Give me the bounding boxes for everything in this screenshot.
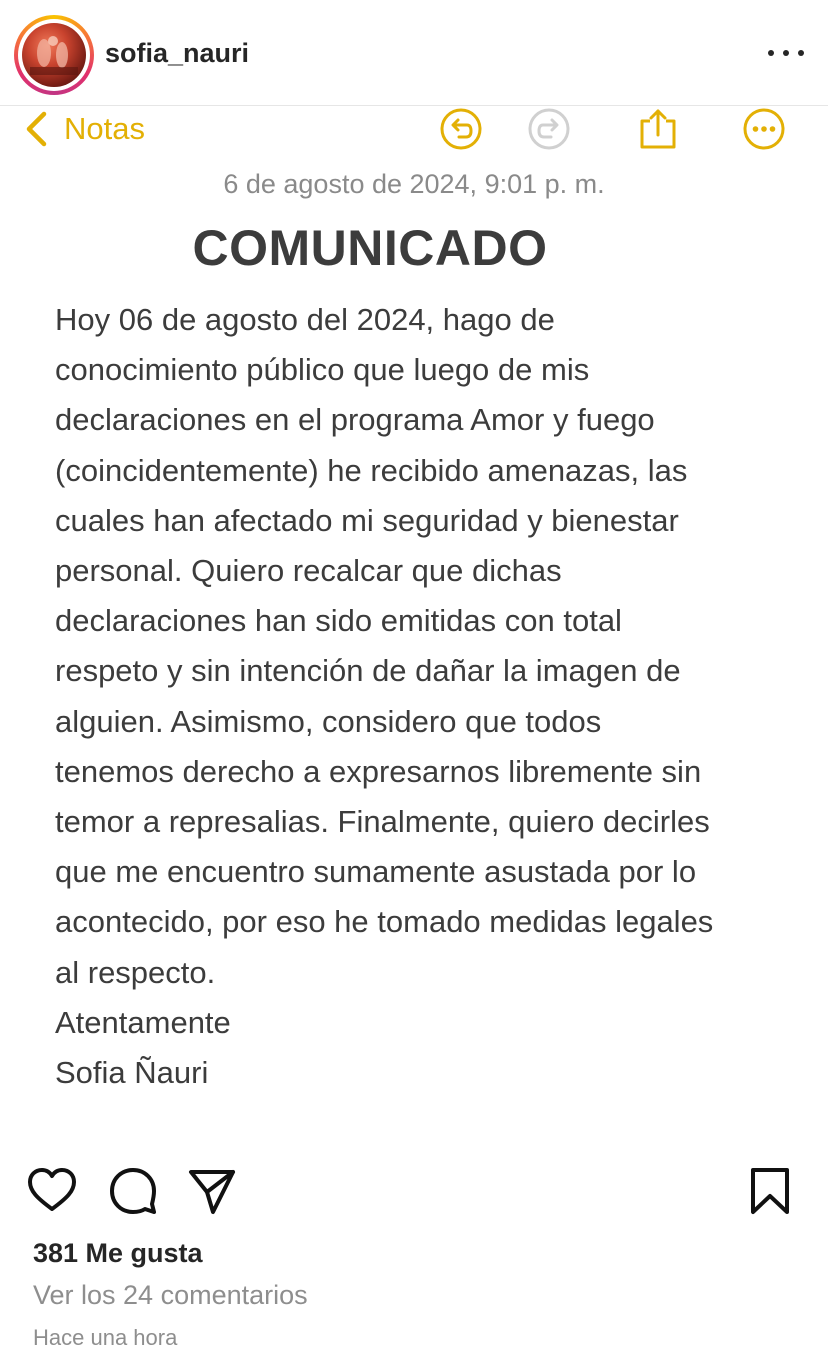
- note-line: cuales han afectado mi seguridad y bienestar: [55, 502, 679, 538]
- note-body: [55, 295, 815, 1098]
- bookmark-icon[interactable]: [745, 1166, 795, 1216]
- likes-count[interactable]: 381 Me gusta: [33, 1238, 203, 1268]
- view-comments-link[interactable]: Ver los 24 comentarios: [33, 1280, 308, 1310]
- more-options-button[interactable]: [766, 40, 806, 66]
- more-dot-icon: [783, 50, 789, 56]
- notes-back-label: Notas: [64, 111, 145, 146]
- note-line: respeto y sin intención de dañar la imagen de: [55, 653, 681, 689]
- note-line: conocimiento público que luego de mis: [55, 352, 590, 388]
- username[interactable]: sofia_nauri: [105, 38, 250, 68]
- note-line: Hoy 06 de agosto del 2024, hago de: [55, 302, 555, 337]
- more-circle-icon[interactable]: [742, 107, 786, 151]
- note-signoff: Atentamente: [55, 1004, 231, 1040]
- note-line: tenemos derecho a expresarnos libremente sin: [55, 753, 702, 789]
- avatar-image: [22, 23, 86, 87]
- note-signature: Sofia Ñauri: [55, 1055, 209, 1091]
- more-dot-icon: [798, 50, 804, 56]
- note-line: personal. Quiero recalcar que dichas: [55, 553, 562, 589]
- note-line: declaraciones han sido emitidas con total: [55, 603, 622, 639]
- undo-icon[interactable]: [439, 107, 483, 151]
- note-date: 6 de agosto de 2024, 9:01 p. m.: [223, 169, 605, 199]
- comment-icon[interactable]: [108, 1166, 158, 1216]
- note-line: al respecto.: [55, 954, 216, 990]
- more-dot-icon: [768, 50, 774, 56]
- share-send-icon[interactable]: [187, 1166, 237, 1216]
- chevron-left-icon: [22, 109, 50, 149]
- note-line: (coincidentemente) he recibido amenazas, las: [55, 452, 688, 488]
- redo-icon[interactable]: [527, 107, 571, 151]
- note-line: declaraciones en el programa Amor y fuego: [55, 402, 655, 438]
- note-line: temor a represalias. Finalmente, quiero decirles: [55, 804, 710, 840]
- avatar-border: [18, 19, 90, 91]
- notes-back-button[interactable]: [22, 109, 145, 149]
- note-line: acontecido, por eso he tomado medidas legales: [55, 904, 714, 940]
- post-timestamp: Hace una hora: [33, 1325, 178, 1350]
- post-header: [0, 0, 828, 106]
- note-line: que me encuentro sumamente asustada por lo: [55, 854, 697, 890]
- notes-image: [0, 107, 828, 1142]
- avatar[interactable]: [14, 15, 94, 95]
- share-icon[interactable]: [636, 107, 680, 151]
- note-line: alguien. Asimismo, considero que todos: [55, 703, 602, 739]
- like-heart-icon[interactable]: [27, 1166, 77, 1216]
- note-title: COMUNICADO: [192, 220, 548, 276]
- post-action-bar: [0, 1160, 828, 1222]
